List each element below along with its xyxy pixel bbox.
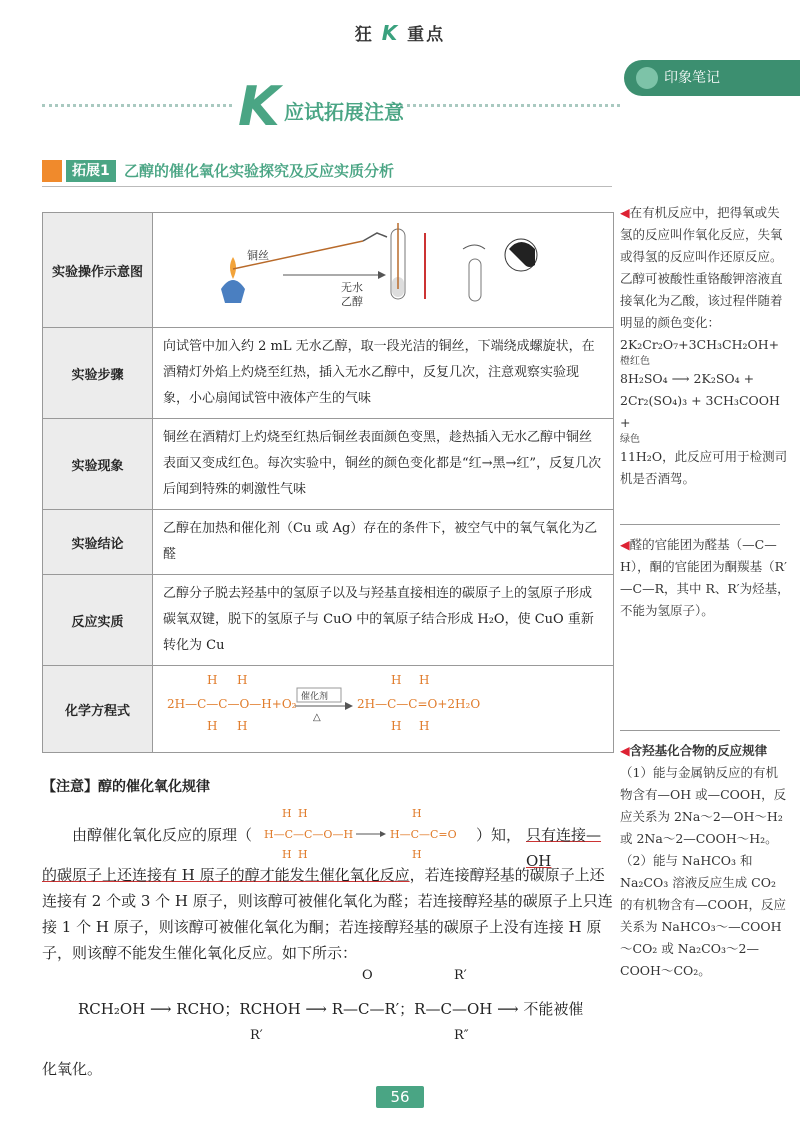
table-row [43,328,614,419]
row-label: 实验步骤 [43,328,153,419]
row-content: 乙醇分子脱去羟基中的氢原子以及与羟基直接相连的碳原子上的氢原子形成碳氧双键，脱下的氢原子与 CuO 中的氧原子结合形成 H₂O，使 CuO 重新转化为 Cu [153,575,614,666]
test-tube-2 [469,259,481,301]
wire-label: 铜丝 [247,249,269,262]
page-number: 56 [376,1086,424,1108]
table-row [43,510,614,575]
dichromate-eq-2: 8H₂SO₄ ⟶ 2K₂SO₄ + [620,371,755,386]
table-row [43,213,614,328]
apparatus-figure [163,219,593,311]
eq-carbonyl-o: O [362,968,373,983]
ethanol-label-1: 无水 [341,281,363,294]
note-rule [42,862,614,966]
table-row [43,419,614,510]
heat-symbol: △ [313,712,321,723]
formula-rhs: H—C—C=O [390,828,457,841]
rule-text: ，若连接醇羟基的碳原子上还连接有 2 个或 3 个 H 原子，则该醇可被催化氧化为醛；若连接醇羟基的碳原子上只连接 1 个 H 原子，则该醇可被催化氧化为酮；若连接醇羟基的碳原子上没有连接 H 原子，则该醇不能发生催化氧化反应。如下所示： [42,866,613,962]
section-title: 乙醇的催化氧化实验探究及反应实质分析 [124,162,395,180]
rule-key-text: 的碳原子上还连接有 H 原子的醇才能发生催化氧化反应 [42,866,410,884]
svg-text:H: H [298,808,308,820]
svg-text:H: H [207,719,218,733]
principle-formula [264,808,474,860]
row-label: 反应实质 [43,575,153,666]
note-tail: 化氧化。 [42,1060,103,1078]
svg-text:H: H [412,848,422,860]
section-tag: 拓展1 [66,160,116,182]
eq-line: RCH₂OH ⟶ RCHO；RCHOH ⟶ R—C—R′；R—C—OH ⟶ 不能被催 [78,1000,584,1018]
row-label: 实验操作示意图 [43,213,153,328]
book-icon [42,160,62,182]
row-content: 乙醇在加热和催化剂（Cu 或 Ag）存在的条件下，被空气中的氧气氧化为乙醛 [153,510,614,575]
svg-text:H: H [419,673,430,687]
wafting-hand-icon [463,245,485,249]
equation-lhs: 2H—C—C—O—H+O₂ [167,697,297,711]
side-note-hydroxyl: ◀含羟基化合物的反应规律 （1）能与金属钠反应的有机物含有—OH 或—COOH，反应关系为 2Na～2—OH～H₂ 或 2Na～2—COOH～H₂。（2）能与 NaHCO₃ 和 Na₂CO₃ 溶液反应生成 CO₂ 的有机物含有—COOH，反应关系为 NaHCO₃～—COOH～CO₂ 或 Na₂CO₃～2—COOH～CO₂。 [620,740,790,982]
apparatus-figure-cell [153,213,614,328]
svg-text:H: H [282,808,292,820]
color-green-label: 绿色 [620,434,640,445]
dichromate-eq-3: 2Cr₂(SO₄)₃ + 3CH₃COOH + [620,393,780,430]
svg-text:H: H [412,808,422,820]
arrow-head [378,271,386,279]
eq-r-prime-top: R′ [454,968,467,983]
examples-equation [42,968,614,1048]
svg-text:H: H [391,719,402,733]
svg-text:H: H [282,848,292,860]
principle-key-text: 只有连接—OH [526,826,602,870]
elephant-icon [636,67,658,89]
ethanol-label-2: 乙醇 [341,295,363,308]
note-heading: 【注意】醇的催化氧化规律 [42,779,210,795]
eq-r-prime-bottom: R′ [250,1028,263,1043]
hand-icon [363,233,387,241]
side-note-redox: ◀在有机反应中，把得氧或失氢的反应叫作氧化反应，失氧或得氢的反应叫作还原反应。乙醇可被酸性重铬酸钾溶液直接氧化为乙酸，该过程伴随着明显的颜色变化： 2K₂Cr₂O₇+3CH₃CH₂OH+ 橙红色 8H₂SO₄ ⟶ 2K₂SO₄ + 2Cr₂(SO₄)₃ + 3CH₃COOH + 绿色 11H₂O，此反应可用于检测司机是否酒驾。 [620,202,790,490]
equation-rhs: 2H—C—C=O+2H₂O [357,697,481,711]
side-note-aldehyde: ◀醛的官能团为醛基（—C—H），酮的官能团为酮羰基（R′—C—R，其中 R、R′为烃基，不能为氢原子）。 [620,537,790,618]
catalyst-label: 催化剂 [301,692,329,702]
experiment-table [42,212,614,753]
svg-text:H: H [207,673,218,687]
title-k-logo: K [238,75,280,138]
eq-r-dprime: R″ [454,1028,469,1043]
page-title: 应试拓展注意 [284,100,404,124]
svg-text:H: H [237,673,248,687]
equation-cell [153,666,614,753]
row-content: 向试管中加入约 2 mL 无水乙醇，取一段光洁的铜丝，下端绕成螺旋状，在酒精灯外焰上灼烧至红热，插入无水乙醇中，反复几次，注意观察实验现象，小心扇闻试管中液体产生的气味 [153,328,614,419]
row-label: 实验结论 [43,510,153,575]
principle-suffix: ）知， [476,826,522,844]
row-content: 铜丝在酒精灯上灼烧至红热后铜丝表面颜色变黑，趁热插入无水乙醇中铜丝表面又变成红色。每次实验中，铜丝的颜色变化都是“红→黑→红”，反复几次后闻到特殊的刺激性气味 [153,419,614,510]
dichromate-eq-4: 11H₂O，此反应可用于检测司机是否酒驾。 [620,449,788,486]
svg-text:H: H [391,673,402,687]
row-label: 实验现象 [43,419,153,510]
dichromate-eq-1: 2K₂Cr₂O₇+3CH₃CH₂OH+ [620,337,780,352]
svg-text:H: H [419,719,430,733]
hair [509,242,535,267]
alcohol-lamp [221,280,245,303]
note-principle [42,808,614,870]
running-header: 狂 K 重点 [354,21,446,45]
svg-text:H: H [237,719,248,733]
section-rule [42,186,612,187]
principle-prefix: 由醇催化氧化反应的原理（ [72,826,253,844]
table-row [43,575,614,666]
side-divider [620,730,780,731]
color-orange-label: 橙红色 [620,356,650,367]
dotted-rule-left [42,104,232,107]
formula-lhs: H—C—C—O—H [264,828,354,841]
svg-text:H: H [298,848,308,860]
notes-badge: 印象笔记 [624,60,800,96]
row-label: 化学方程式 [43,666,153,753]
dotted-rule-right [400,104,620,107]
reaction-equation [163,672,603,736]
hydroxyl-rules: （1）能与金属钠反应的有机物含有—OH 或—COOH，反应关系为 2Na～2—OH～H₂ 或 2Na～2—COOH～H₂。（2）能与 NaHCO₃ 和 Na₂CO₃ 溶液反应生成 CO₂ 的有机物含有—COOH，反应关系为 NaHCO₃～—COOH～CO₂ 或 Na₂CO₃～2—COOH～CO₂。 [620,765,787,978]
side-divider [620,524,780,525]
table-row [43,666,614,753]
